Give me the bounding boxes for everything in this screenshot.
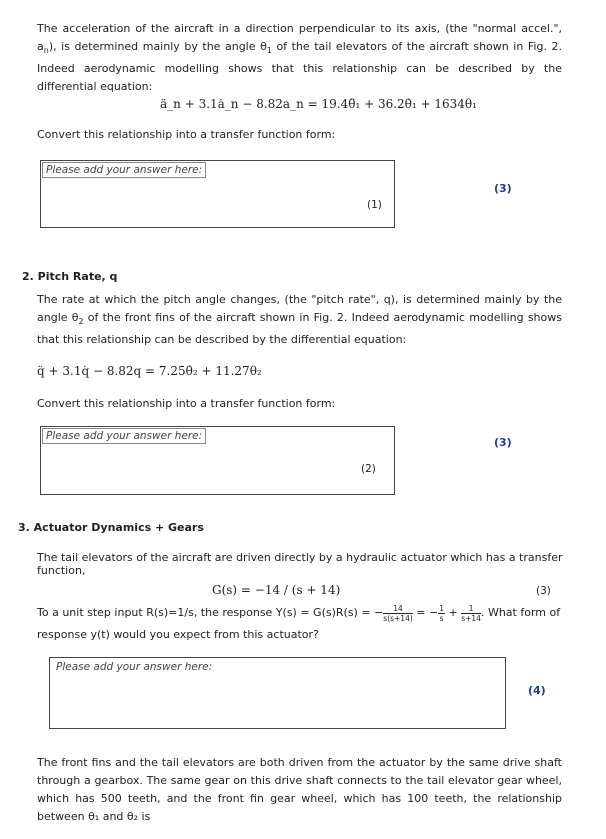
section3-tf-marks: (3)	[536, 585, 551, 597]
section1-intro: The acceleration of the aircraft in a direction perpendicular to its axis, (the "normal accel.", $a_n$), is determined mainly by the angle $\theta_1$ of the tail elevators of the aircraft shown in Fig. 2. Indeed aerodynamic modelling shows that this relationship can be described by the differential equation:	[37, 22, 562, 94]
section1-equation: ä_n + 3.1ȧ_n − 8.82a_n = 19.4θ̈₁ + 36.2θ̇₁ + 1634θ₁	[160, 97, 477, 111]
section1-prompt: Convert this relationship into a transfer function form:	[37, 128, 336, 141]
fraction-1-over-s-plus-14: $\frac{1}{s+14}$	[461, 603, 481, 623]
section3-step-response: To a unit step input R(s)=1/s, the response Y(s) = G(s)R(s) = − $\frac{14}{s(s+14)}$ = − $\frac{1}{s}$ + $\frac{1}{s+14}$ . What form of	[37, 603, 561, 623]
section3-intro: The tail elevators of the aircraft are driven directly by a hydraulic actuator which has a transfer function,	[37, 551, 563, 577]
section2-answer-placeholder: Please add your answer here:	[42, 428, 206, 444]
section3-heading: 3. Actuator Dynamics + Gears	[18, 521, 204, 534]
section3-marks: (4)	[528, 684, 546, 697]
fraction-14-over-s-s14: $\frac{14}{s(s+14)}$	[383, 603, 413, 623]
section1-answer-placeholder: Please add your answer here:	[42, 162, 206, 178]
section2-heading: 2. Pitch Rate, q	[22, 270, 118, 283]
section2-equation: q̈ + 3.1q̇ − 8.82q = 7.25θ̇₂ + 11.27θ₂	[37, 364, 262, 378]
section2-answer-box[interactable]	[40, 426, 395, 495]
section2-prompt: Convert this relationship into a transfer function form:	[37, 397, 336, 410]
section2-intro: The rate at which the pitch angle changes, (the "pitch rate", q), is determined mainly by the angle $\theta_2$ of the front fins of the aircraft shown in Fig. 2. Indeed aerodynamic modelling shows that this relationship can be described by the differential equation:	[37, 293, 562, 347]
section1-marks: (3)	[494, 182, 512, 195]
section3-answer-placeholder: Please add your answer here:	[56, 661, 213, 673]
section3-gear-text: The front fins and the tail elevators are both driven from the actuator by the same drive shaft through a gearbox. The same gear on this drive shaft connects to the tail elevator gear wheel, which has 500 teeth, and the front fin gear wheel, which has 100 teeth, the relationship between θ₁ and θ₂ is	[37, 756, 562, 823]
section3-answer-box[interactable]	[49, 657, 506, 729]
section1-box-label: (1)	[367, 199, 382, 211]
section3-transfer-function: G(s) = −14 / (s + 14)	[212, 583, 341, 597]
section3-question-line2: response y(t) would you expect from this actuator?	[37, 628, 319, 641]
section2-box-label: (2)	[361, 463, 376, 475]
section2-marks: (3)	[494, 436, 512, 449]
section1-answer-box[interactable]	[40, 160, 395, 228]
fraction-1-over-s: $\frac{1}{s}$	[439, 603, 444, 623]
